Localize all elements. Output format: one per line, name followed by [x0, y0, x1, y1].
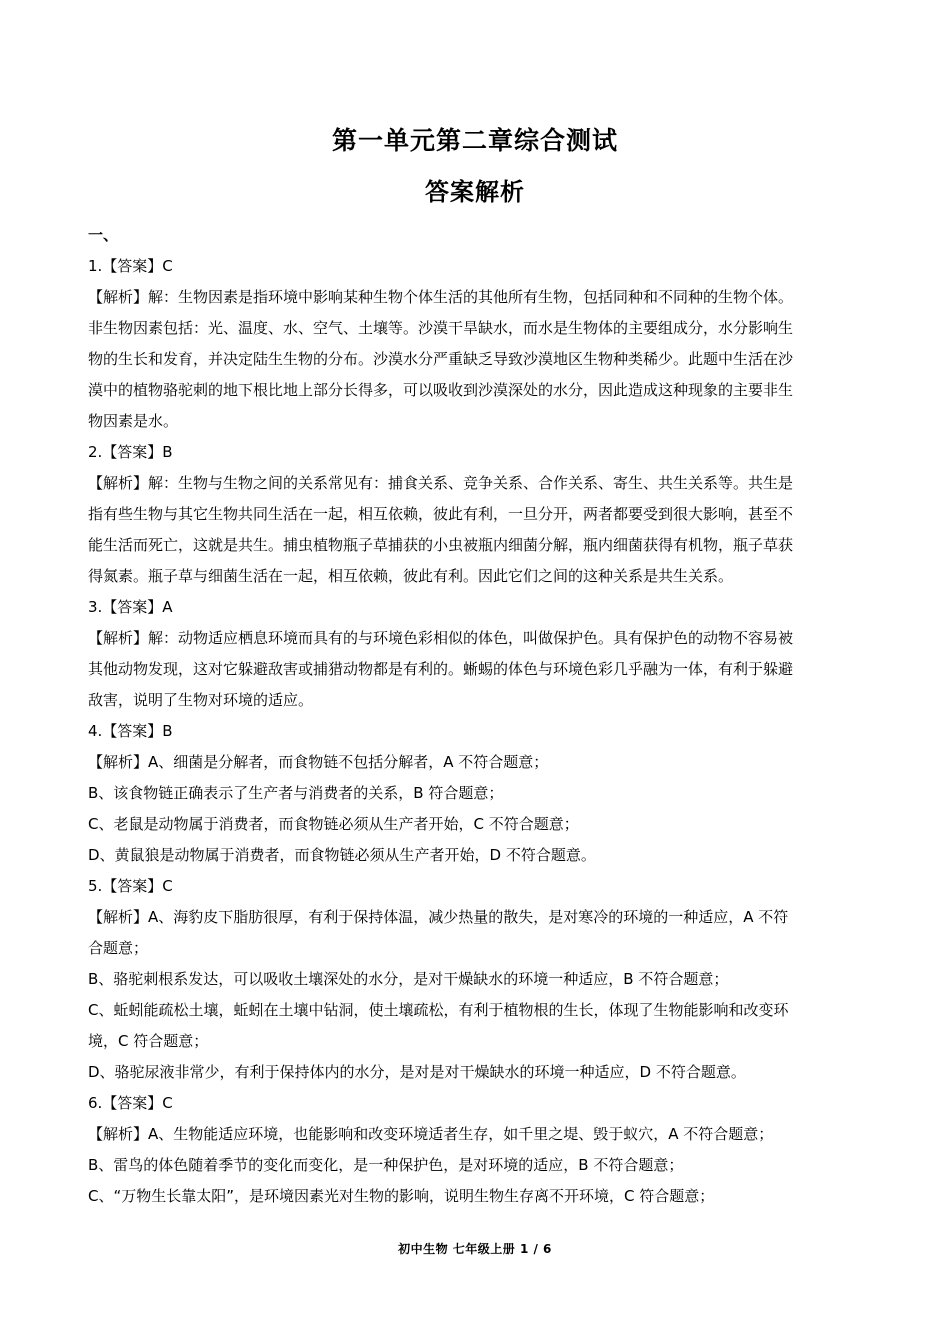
explanation-line: C、老鼠是动物属于消费者，而食物链必须从生产者开始，C 不符合题意； — [88, 815, 579, 833]
answer-line: 6.【答案】C — [88, 1094, 173, 1112]
answer-line: 3.【答案】A — [88, 598, 173, 616]
section-heading: 一、 — [88, 226, 119, 244]
page-footer: 初中生物 七年级上册 1 / 6 — [398, 1242, 552, 1256]
answer-line: 1.【答案】C — [88, 257, 173, 275]
explanation-line: 【解析】解：生物因素是指环境中影响某种生物个体生活的其他所有生物，包括同种和不同种的生物个体。 — [88, 288, 794, 306]
explanation-line: 敌害，说明了生物对环境的适应。 — [88, 691, 314, 709]
explanation-line: 【解析】解：生物与生物之间的关系常见有：捕食关系、竞争关系、合作关系、寄生、共生关系等。共生是 — [88, 474, 794, 492]
answer-line: 2.【答案】B — [88, 443, 173, 461]
explanation-line: B、该食物链正确表示了生产者与消费者的关系，B 符合题意； — [88, 784, 504, 802]
explanation-line: 得氮素。瓶子草与细菌生活在一起，相互依赖，彼此有利。因此它们之间的这种关系是共生关系。 — [88, 567, 734, 585]
explanation-line: 能生活而死亡，这就是共生。捕虫植物瓶子草捕获的小虫被瓶内细菌分解，瓶内细菌获得有机物，瓶子草获 — [88, 536, 794, 554]
explanation-line: 【解析】A、海豹皮下脂肪很厚，有利于保持体温，减少热量的散失，是对寒冷的环境的一种适应，A 不符 — [88, 908, 789, 926]
explanation-line: 【解析】A、生物能适应环境，也能影响和改变环境适者生存，如千里之堤、毁于蚁穴，A 不符合题意； — [88, 1125, 774, 1143]
answer-line: 4.【答案】B — [88, 722, 173, 740]
explanation-line: B、骆驼刺根系发达，可以吸收土壤深处的水分，是对干燥缺水的环境一种适应，B 不符合题意； — [88, 970, 729, 988]
explanation-line: 【解析】A、细菌是分解者，而食物链不包括分解者，A 不符合题意； — [88, 753, 549, 771]
explanation-line: 指有些生物与其它生物共同生活在一起，相互依赖，彼此有利，一旦分开，两者都要受到很大影响，甚至不 — [88, 505, 794, 523]
explanation-line: C、蚯蚓能疏松土壤，蚯蚓在土壤中钻洞，使土壤疏松，有利于植物根的生长，体现了生物能影响和改变环 — [88, 1001, 789, 1019]
explanation-line: 漠中的植物骆驼刺的地下根比地上部分长得多，可以吸收到沙漠深处的水分，因此造成这种现象的主要非生 — [88, 381, 794, 399]
answer-line: 5.【答案】C — [88, 877, 173, 895]
answer-body — [88, 220, 858, 1212]
explanation-line: D、黄鼠狼是动物属于消费者，而食物链必须从生产者开始，D 不符合题意。 — [88, 846, 596, 864]
explanation-line: 物因素是水。 — [88, 412, 179, 430]
explanation-line: 合题意； — [88, 939, 149, 957]
explanation-line: C、“万物生长靠太阳”，是环境因素光对生物的影响，说明生物生存离不开环境，C 符合题意； — [88, 1187, 715, 1205]
explanation-line: 非生物因素包括：光、温度、水、空气、土壤等。沙漠干旱缺水，而水是生物体的主要组成分，水分影响生 — [88, 319, 794, 337]
explanation-line: 其他动物发现，这对它躲避敌害或捕猎动物都是有利的。蜥蜴的体色与环境色彩几乎融为一体，有利于躲避 — [88, 660, 794, 678]
explanation-line: B、雷鸟的体色随着季节的变化而变化，是一种保护色，是对环境的适应，B 不符合题意； — [88, 1156, 684, 1174]
explanation-line: 物的生长和发育，并决定陆生生物的分布。沙漠水分严重缺乏导致沙漠地区生物种类稀少。此题中生活在沙 — [88, 350, 794, 368]
explanation-line: D、骆驼尿液非常少，有利于保持体内的水分，是对是对干燥缺水的环境一种适应，D 不符合题意。 — [88, 1063, 746, 1081]
explanation-line: 【解析】解：动物适应栖息环境而具有的与环境色彩相似的体色，叫做保护色。具有保护色的动物不容易被 — [88, 629, 794, 647]
explanation-line: 境，C 符合题意； — [88, 1032, 209, 1050]
page-title: 第一单元第二章综合测试 — [331, 126, 618, 155]
page-subtitle: 答案解析 — [425, 178, 525, 206]
